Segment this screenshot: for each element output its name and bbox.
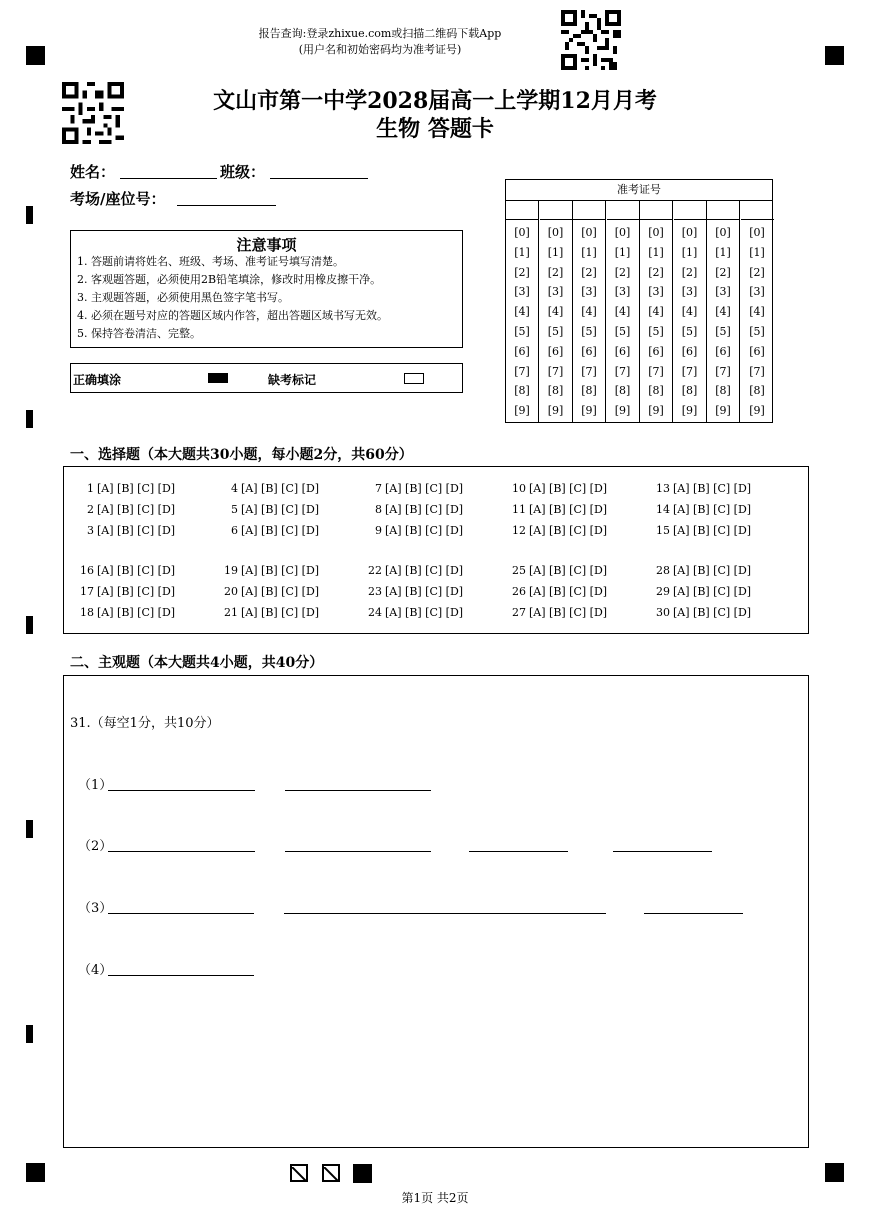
answer-options[interactable]: [A] [B] [C] [D] — [97, 606, 176, 619]
exam-id-bubble[interactable]: [0] — [547, 226, 564, 239]
question-number: 24 — [368, 606, 382, 619]
answer-blank[interactable] — [469, 851, 568, 852]
report-query-text: 报告查询:登录zhixue.com或扫描二维码下载App — [258, 27, 502, 40]
answer-options[interactable]: [A] [B] [C] [D] — [97, 503, 176, 516]
choice-question[interactable] — [222, 606, 319, 619]
page-marker-hatched — [322, 1164, 340, 1182]
exam-id-bubble[interactable]: [1] — [614, 245, 631, 259]
exam-id-bubble[interactable]: [9] — [514, 404, 530, 418]
corner-mark-top-right — [825, 46, 844, 65]
choice-question[interactable] — [510, 564, 607, 577]
answer-options[interactable]: [A] [B] [C] [D] — [385, 564, 464, 577]
exam-id-bubble[interactable]: [7] — [715, 364, 731, 378]
answer-options[interactable]: [A] [B] [C] [D] — [529, 482, 608, 495]
answer-blank[interactable] — [644, 913, 743, 914]
question-number: 23 — [368, 585, 382, 598]
exam-id-bubble[interactable]: [7] — [648, 364, 664, 378]
exam-id-bubble[interactable]: [5] — [749, 325, 765, 338]
exam-id-bubble[interactable]: [0] — [614, 226, 631, 239]
question-number: 28 — [656, 564, 670, 577]
exam-id-bubble[interactable]: [9] — [648, 404, 664, 418]
exam-id-bubble[interactable]: [1] — [715, 245, 731, 259]
notice-title: 注意事项 — [236, 236, 297, 254]
exam-id-column — [607, 200, 640, 422]
exam-id-bubble[interactable]: [0] — [648, 226, 664, 239]
choice-question[interactable] — [510, 503, 607, 516]
question-number: 27 — [512, 606, 526, 619]
choice-question[interactable] — [510, 606, 607, 619]
question-number: 20 — [224, 585, 238, 598]
question-number: 17 — [80, 585, 94, 598]
exam-id-column — [741, 200, 774, 422]
name-label: 姓名： — [70, 163, 116, 181]
choice-question[interactable] — [366, 585, 463, 598]
question-number: 22 — [368, 564, 382, 577]
answer-options[interactable]: [A] [B] [C] [D] — [673, 524, 752, 537]
exam-id-bubble[interactable]: [6] — [547, 344, 564, 358]
answer-options[interactable]: [A] [B] [C] [D] — [241, 482, 320, 495]
exam-id-bubble[interactable]: [4] — [547, 305, 564, 319]
choice-answer-area — [63, 466, 809, 634]
corner-mark-bottom-left — [26, 1163, 45, 1182]
exam-id-bubble[interactable]: [8] — [547, 384, 564, 398]
exam-id-bubble[interactable]: [6] — [648, 344, 664, 358]
exam-id-bubble[interactable]: [8] — [715, 384, 731, 398]
choice-question[interactable] — [654, 524, 751, 537]
exam-id-bubble[interactable]: [3] — [749, 285, 765, 299]
answer-options[interactable]: [A] [B] [C] [D] — [241, 606, 320, 619]
qr-code-top — [561, 10, 621, 70]
exam-id-bubble[interactable]: [1] — [547, 245, 564, 259]
exam-id-bubble[interactable]: [2] — [581, 265, 597, 279]
answer-options[interactable]: [A] [B] [C] [D] — [673, 503, 752, 516]
exam-id-bubble[interactable]: [4] — [681, 305, 698, 319]
question-number: 9 — [375, 524, 382, 537]
answer-options[interactable]: [A] [B] [C] [D] — [385, 585, 464, 598]
exam-id-bubble[interactable]: [5] — [715, 325, 731, 338]
answer-options[interactable]: [A] [B] [C] [D] — [673, 564, 752, 577]
answer-blank[interactable] — [108, 913, 254, 914]
answer-options[interactable]: [A] [B] [C] [D] — [97, 585, 176, 598]
answer-options[interactable]: [A] [B] [C] [D] — [529, 524, 608, 537]
login-hint-text: (用户名和初始密码均为准考证号) — [298, 43, 462, 56]
exam-id-bubble[interactable]: [8] — [749, 384, 765, 398]
exam-id-digit-box[interactable] — [607, 200, 639, 220]
exam-id-digit-box[interactable] — [640, 200, 672, 220]
exam-id-bubble[interactable]: [1] — [648, 245, 664, 259]
exam-id-bubble[interactable]: [3] — [547, 285, 564, 299]
page-number: 第1页 共2页 — [401, 1191, 469, 1205]
exam-id-bubble[interactable]: [4] — [614, 305, 631, 319]
choice-question[interactable] — [366, 503, 463, 516]
question-number: 3 — [87, 524, 94, 537]
answer-options[interactable]: [A] [B] [C] [D] — [673, 606, 752, 619]
page-marker-hatched — [290, 1164, 308, 1182]
exam-subtitle: 生物 答题卡 — [376, 116, 494, 142]
question-number: 14 — [656, 503, 670, 516]
exam-id-bubble[interactable]: [5] — [514, 325, 530, 338]
timing-mark — [26, 616, 33, 634]
answer-options[interactable]: [A] [B] [C] [D] — [529, 585, 608, 598]
room-seat-field[interactable] — [177, 205, 276, 206]
choice-question[interactable] — [510, 482, 607, 495]
exam-id-bubble[interactable]: [4] — [581, 305, 597, 319]
exam-id-bubble[interactable]: [7] — [681, 364, 698, 378]
exam-id-digit-box[interactable] — [506, 200, 538, 220]
exam-id-bubble[interactable]: [3] — [681, 285, 698, 299]
exam-id-bubble[interactable]: [8] — [514, 384, 530, 398]
answer-blank[interactable] — [613, 851, 712, 852]
exam-id-bubble[interactable]: [0] — [681, 226, 698, 239]
choice-question[interactable] — [78, 585, 175, 598]
exam-id-bubble[interactable]: [4] — [715, 305, 731, 319]
exam-id-digit-box[interactable] — [540, 200, 572, 220]
exam-id-bubble[interactable]: [7] — [581, 364, 597, 378]
exam-id-bubble[interactable]: [9] — [681, 404, 698, 418]
notice-item: 1. 答题前请将姓名、班级、考场、准考证号填写清楚。 — [77, 255, 344, 268]
notice-item: 3. 主观题答题，必须使用黑色签字笔书写。 — [77, 291, 289, 304]
answer-options[interactable]: [A] [B] [C] [D] — [385, 482, 464, 495]
exam-id-column — [573, 200, 606, 422]
timing-mark — [26, 410, 33, 428]
answer-blank[interactable] — [285, 790, 431, 791]
exam-id-bubble[interactable]: [9] — [581, 404, 597, 418]
question-number: 11 — [512, 503, 526, 516]
correct-fill-sample — [208, 373, 228, 383]
part-1-label: （1） — [78, 778, 113, 793]
exam-id-column — [506, 200, 539, 422]
exam-id-digit-box[interactable] — [741, 200, 774, 220]
answer-blank[interactable] — [108, 975, 254, 976]
exam-id-bubble[interactable]: [0] — [514, 226, 530, 239]
answer-options[interactable]: [A] [B] [C] [D] — [241, 503, 320, 516]
choice-question[interactable] — [654, 482, 751, 495]
notice-item: 5. 保持答卷清洁、完整。 — [77, 327, 201, 340]
exam-id-grid — [505, 179, 773, 423]
exam-id-bubble[interactable]: [1] — [581, 245, 597, 259]
exam-id-bubble[interactable]: [5] — [648, 325, 664, 338]
answer-options[interactable]: [A] [B] [C] [D] — [241, 524, 320, 537]
part-2-label: （2） — [78, 839, 113, 854]
answer-options[interactable]: [A] [B] [C] [D] — [529, 606, 608, 619]
exam-id-bubble[interactable]: [9] — [715, 404, 731, 418]
exam-id-bubble[interactable]: [6] — [614, 344, 631, 358]
question-number: 29 — [656, 585, 670, 598]
exam-id-bubble[interactable]: [5] — [681, 325, 698, 338]
timing-mark — [26, 820, 33, 838]
exam-id-header: 准考证号 — [506, 180, 772, 201]
exam-id-bubble[interactable]: [8] — [648, 384, 664, 398]
answer-options[interactable]: [A] [B] [C] [D] — [241, 585, 320, 598]
exam-id-bubble[interactable]: [0] — [715, 226, 731, 239]
notice-item: 4. 必须在题号对应的答题区域内作答，超出答题区域书写无效。 — [77, 309, 388, 322]
question-number: 19 — [224, 564, 238, 577]
choice-question[interactable] — [222, 524, 319, 537]
question-number: 30 — [656, 606, 670, 619]
exam-id-bubble[interactable]: [7] — [614, 364, 631, 378]
question-number: 25 — [512, 564, 526, 577]
corner-mark-top-left — [26, 46, 45, 65]
exam-id-bubble[interactable]: [9] — [547, 404, 564, 418]
exam-id-bubble[interactable]: [2] — [547, 265, 564, 279]
exam-id-bubble[interactable]: [4] — [514, 305, 530, 319]
choice-question[interactable] — [222, 482, 319, 495]
answer-options[interactable]: [A] [B] [C] [D] — [529, 564, 608, 577]
choice-question[interactable] — [510, 585, 607, 598]
answer-options[interactable]: [A] [B] [C] [D] — [97, 524, 176, 537]
exam-id-bubble[interactable]: [1] — [681, 245, 698, 259]
exam-id-bubble[interactable]: [0] — [581, 226, 597, 239]
choice-question[interactable] — [510, 524, 607, 537]
notice-item: 2. 客观题答题，必须使用2B铅笔填涂，修改时用橡皮擦干净。 — [77, 273, 382, 286]
exam-id-bubble[interactable]: [6] — [514, 344, 530, 358]
answer-options[interactable]: [A] [B] [C] [D] — [385, 503, 464, 516]
question-number: 1 — [87, 482, 94, 495]
exam-id-digit-box[interactable] — [674, 200, 706, 220]
choice-question[interactable] — [222, 585, 319, 598]
exam-id-bubble[interactable]: [3] — [614, 285, 631, 299]
part-4-label: （4） — [78, 963, 113, 978]
exam-id-bubble[interactable]: [9] — [749, 404, 765, 418]
exam-id-bubble[interactable]: [1] — [514, 245, 530, 259]
exam-id-bubble[interactable]: [2] — [514, 265, 530, 279]
question-number: 21 — [224, 606, 238, 619]
correct-fill-label: 正确填涂 — [73, 373, 122, 387]
page-marker-filled — [353, 1164, 372, 1183]
absent-mark-label: 缺考标记 — [268, 373, 317, 387]
absent-mark-checkbox[interactable] — [404, 373, 424, 384]
answer-blank[interactable] — [108, 790, 255, 791]
question-number: 15 — [656, 524, 670, 537]
exam-id-bubble[interactable]: [5] — [614, 325, 631, 338]
choice-question[interactable] — [654, 503, 751, 516]
exam-id-bubble[interactable]: [4] — [749, 305, 765, 319]
choice-question[interactable] — [654, 564, 751, 577]
question-number: 5 — [231, 503, 238, 516]
exam-id-digit-box[interactable] — [707, 200, 739, 220]
exam-id-bubble[interactable]: [4] — [648, 305, 664, 319]
exam-id-bubble[interactable]: [3] — [514, 285, 530, 299]
exam-id-bubble[interactable]: [3] — [581, 285, 597, 299]
exam-id-bubble[interactable]: [3] — [715, 285, 731, 299]
choice-question[interactable] — [366, 606, 463, 619]
question-number: 26 — [512, 585, 526, 598]
corner-mark-bottom-right — [825, 1163, 844, 1182]
exam-id-digit-box[interactable] — [573, 200, 605, 220]
exam-id-bubble[interactable]: [6] — [715, 344, 731, 358]
exam-id-bubble[interactable]: [5] — [581, 325, 597, 338]
fill-example-box — [70, 363, 463, 393]
answer-blank[interactable] — [284, 913, 606, 914]
exam-id-column — [707, 200, 740, 422]
exam-title: 文山市第一中学2028届高一上学期12月月考 — [213, 88, 657, 114]
exam-id-column — [640, 200, 673, 422]
choice-question[interactable] — [366, 524, 463, 537]
choice-question[interactable] — [222, 503, 319, 516]
class-field[interactable] — [270, 178, 368, 179]
class-label: 班级： — [220, 163, 266, 181]
part-3-label: （3） — [78, 901, 113, 916]
answer-options[interactable]: [A] [B] [C] [D] — [529, 503, 608, 516]
answer-options[interactable]: [A] [B] [C] [D] — [97, 482, 176, 495]
answer-options[interactable]: [A] [B] [C] [D] — [241, 564, 320, 577]
exam-id-bubble[interactable]: [2] — [681, 265, 698, 279]
exam-id-bubble[interactable]: [2] — [749, 265, 765, 279]
choice-question[interactable] — [78, 564, 175, 577]
answer-blank[interactable] — [108, 851, 255, 852]
question-number: 18 — [80, 606, 94, 619]
question-number: 10 — [512, 482, 526, 495]
question-number: 6 — [231, 524, 238, 537]
exam-id-bubble[interactable]: [7] — [749, 364, 765, 378]
answer-blank[interactable] — [285, 851, 431, 852]
choice-question[interactable] — [366, 482, 463, 495]
question-number: 4 — [231, 482, 238, 495]
exam-id-bubble[interactable]: [2] — [648, 265, 664, 279]
section2-title: 二、主观题（本大题共4小题，共40分） — [70, 655, 324, 671]
choice-question[interactable] — [78, 482, 175, 495]
notice-box — [70, 230, 463, 348]
question-number: 13 — [656, 482, 670, 495]
exam-id-bubble[interactable]: [9] — [614, 404, 631, 418]
exam-id-bubble[interactable]: [6] — [749, 344, 765, 358]
exam-id-column — [540, 200, 573, 422]
room-seat-label: 考场/座位号： — [70, 190, 166, 208]
answer-options[interactable]: [A] [B] [C] [D] — [673, 482, 752, 495]
choice-question[interactable] — [654, 606, 751, 619]
exam-id-column — [674, 200, 707, 422]
choice-question[interactable] — [366, 564, 463, 577]
question-number: 12 — [512, 524, 526, 537]
answer-options[interactable]: [A] [B] [C] [D] — [673, 585, 752, 598]
subjective-answer-area — [63, 675, 809, 1148]
exam-id-bubble[interactable]: [2] — [715, 265, 731, 279]
section1-title: 一、选择题（本大题共30小题，每小题2分，共60分） — [70, 447, 413, 463]
exam-id-bubble[interactable]: [6] — [681, 344, 698, 358]
answer-options[interactable]: [A] [B] [C] [D] — [97, 564, 176, 577]
name-field[interactable] — [120, 178, 217, 179]
exam-id-bubble[interactable]: [2] — [614, 265, 631, 279]
exam-id-bubble[interactable]: [7] — [514, 364, 530, 378]
answer-options[interactable]: [A] [B] [C] [D] — [385, 524, 464, 537]
exam-id-bubble[interactable]: [0] — [749, 226, 765, 239]
exam-id-bubble[interactable]: [1] — [749, 245, 765, 259]
exam-id-bubble[interactable]: [5] — [547, 325, 564, 338]
question-number: 7 — [375, 482, 382, 495]
question-number: 8 — [375, 503, 382, 516]
question-number: 2 — [87, 503, 94, 516]
question-number: 16 — [80, 564, 94, 577]
exam-id-bubble[interactable]: [3] — [648, 285, 664, 299]
choice-question[interactable] — [78, 503, 175, 516]
exam-id-bubble[interactable]: [6] — [581, 344, 597, 358]
exam-id-bubble[interactable]: [8] — [614, 384, 631, 398]
exam-id-bubble[interactable]: [7] — [547, 364, 564, 378]
exam-id-bubble[interactable]: [8] — [581, 384, 597, 398]
choice-question[interactable] — [654, 585, 751, 598]
answer-options[interactable]: [A] [B] [C] [D] — [385, 606, 464, 619]
exam-id-bubble[interactable]: [8] — [681, 384, 698, 398]
timing-mark — [26, 206, 33, 224]
timing-mark — [26, 1025, 33, 1043]
question-31-title: 31.（每空1分，共10分） — [70, 716, 220, 731]
choice-question[interactable] — [222, 564, 319, 577]
choice-question[interactable] — [78, 606, 175, 619]
choice-question[interactable] — [78, 524, 175, 537]
